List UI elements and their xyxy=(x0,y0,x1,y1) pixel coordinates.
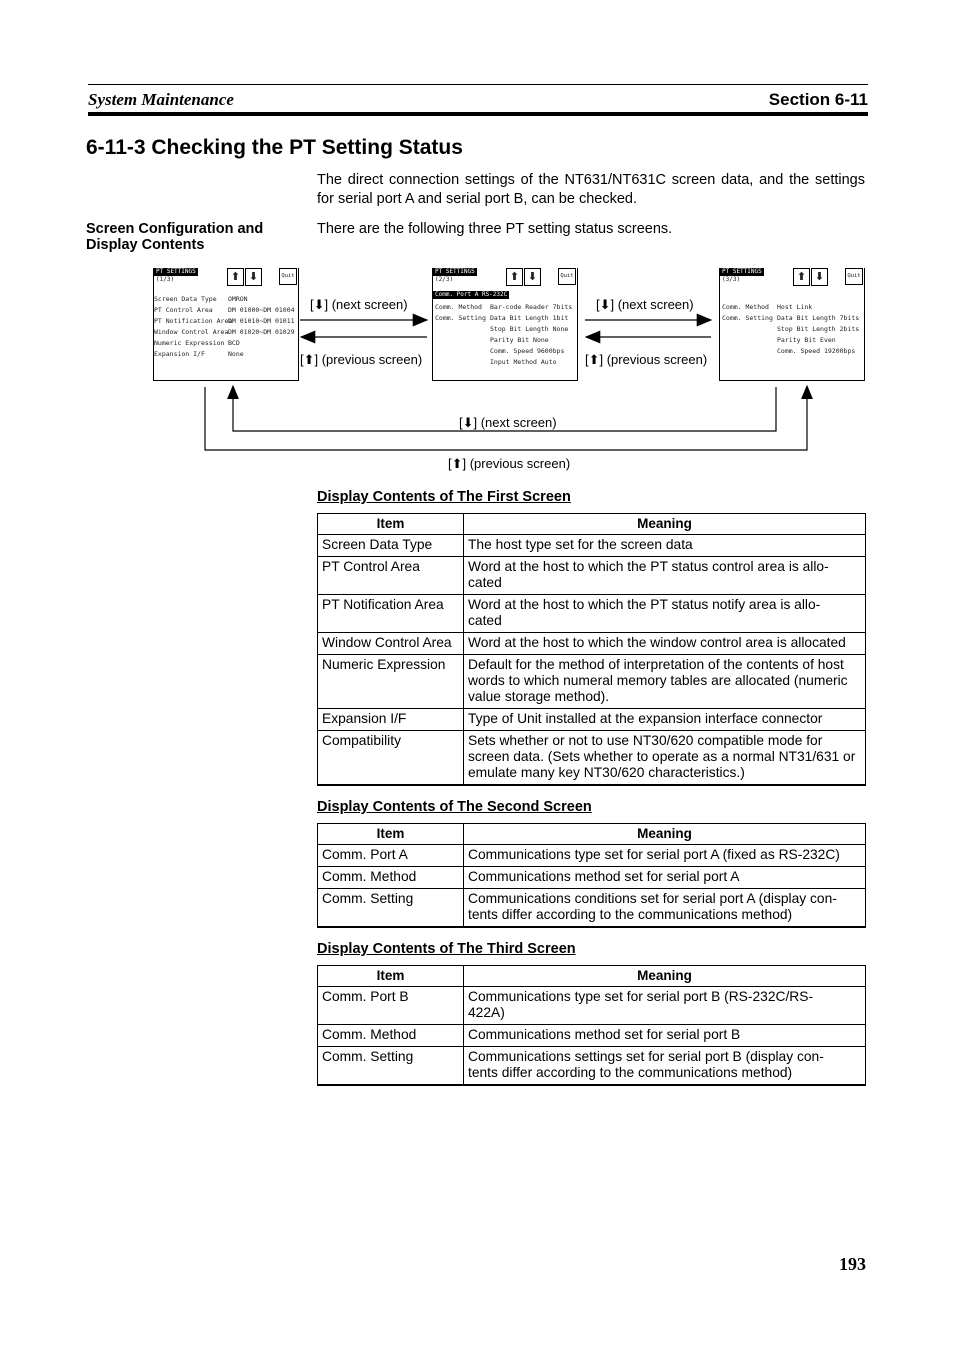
item-cell: PT Control Area xyxy=(318,557,464,595)
screen-page: (2/3) xyxy=(435,276,454,283)
setting-value: Host Link xyxy=(777,303,813,311)
navigation-arrows xyxy=(0,0,954,480)
table-heading: Display Contents of The Second Screen xyxy=(317,799,592,815)
quit-button: Quit xyxy=(279,268,297,285)
column-header: Item xyxy=(318,824,464,845)
intro-paragraph: The direct connection settings of the NT631/NT631C screen data, and the settings for serial port A and serial port B, can be checked. xyxy=(317,172,865,207)
next-screen-label: [⬇] (next screen) xyxy=(596,297,694,312)
item-cell: Comm. Port B xyxy=(318,987,464,1025)
setting-value: DM 01020~DM 01029 xyxy=(228,328,295,336)
table-row xyxy=(318,731,866,786)
item-cell: PT Notification Area xyxy=(318,595,464,633)
table-row xyxy=(318,557,866,595)
item-cell: Expansion I/F xyxy=(318,709,464,731)
meaning-cell: Communications type set for serial port A (fixed as RS-232C) xyxy=(464,845,866,867)
screen-page: (3/3) xyxy=(722,276,741,283)
table-row xyxy=(318,867,866,889)
table-row xyxy=(318,1025,866,1047)
setting-value: DM 01000~DM 01004 xyxy=(228,306,295,314)
screen-title: PT SETTINGS xyxy=(722,268,762,275)
setting-label: PT Notification Area xyxy=(154,317,233,325)
screen-title: PT SETTINGS xyxy=(156,268,196,275)
item-cell: Comm. Setting xyxy=(318,1047,464,1086)
setting-value: Comm. Speed 19200bps xyxy=(777,347,856,355)
setting-label: PT Control Area xyxy=(154,306,213,314)
table-row xyxy=(318,535,866,557)
meaning-cell: Communications type set for serial port B (RS-232C/RS- 422A) xyxy=(464,987,866,1025)
meaning-cell: The host type set for the screen data xyxy=(464,535,866,557)
previous-screen-label: [⬆] (previous screen) xyxy=(448,456,571,471)
setting-label: Window Control Area xyxy=(154,328,229,336)
page-number: 193 xyxy=(839,1254,866,1274)
setting-value: Parity Bit Even xyxy=(777,336,836,344)
side-heading: Screen Configuration and Display Contents xyxy=(86,221,264,253)
meaning-cell: Sets whether or not to use NT30/620 compatible mode for screen data. (Sets whether to operate as a normal NT31/631 or emulate many key NT30/620 characteristics.) xyxy=(464,731,866,786)
setting-value: OMRON xyxy=(228,295,248,303)
setting-value: DM 01010~DM 01011 xyxy=(228,317,295,325)
previous-screen-label: [⬆] (previous screen) xyxy=(300,352,423,367)
section-title: 6-11-3 Checking the PT Setting Status xyxy=(86,136,463,159)
item-cell: Screen Data Type xyxy=(318,535,464,557)
table-row xyxy=(318,595,866,633)
down-arrow-button: ⬇ xyxy=(811,268,828,286)
setting-label: Numeric Expression xyxy=(154,339,225,347)
setting-value: BCD xyxy=(228,339,240,347)
previous-screen-label: [⬆] (previous screen) xyxy=(585,352,708,367)
table-heading: Display Contents of The Third Screen xyxy=(317,941,576,957)
meaning-cell: Communications method set for serial port A xyxy=(464,867,866,889)
column-header: Meaning xyxy=(464,514,866,535)
up-arrow-button: ⬆ xyxy=(227,268,244,286)
meaning-cell: Communications settings set for serial port B (display con- tents differ according to the communications method) xyxy=(464,1047,866,1086)
up-arrow-button: ⬆ xyxy=(506,268,523,286)
setting-value: Bar-code Reader 7bits xyxy=(490,303,573,311)
table-row xyxy=(318,987,866,1025)
setting-label: Expansion I/F xyxy=(154,350,205,358)
setting-value: Data Bit Length 7bits xyxy=(777,314,860,322)
second-screen-table xyxy=(317,823,866,928)
meaning-cell: Default for the method of interpretation of the contents of host words to which numeral memory tables are allocated (numeric value storage method). xyxy=(464,655,866,709)
table-heading: Display Contents of The First Screen xyxy=(317,489,571,505)
item-cell: Numeric Expression xyxy=(318,655,464,709)
meaning-cell: Word at the host to which the PT status notify area is allo- cated xyxy=(464,595,866,633)
down-arrow-button: ⬇ xyxy=(245,268,262,286)
screen-page: (1/3) xyxy=(156,276,175,283)
item-cell: Comm. Port A xyxy=(318,845,464,867)
running-header-right: Section 6-11 xyxy=(768,90,868,109)
column-header: Item xyxy=(318,514,464,535)
setting-value: Parity Bit None xyxy=(490,336,549,344)
table-row xyxy=(318,889,866,928)
setting-label: Comm. Setting xyxy=(435,314,486,322)
item-cell: Comm. Method xyxy=(318,867,464,889)
third-screen-table xyxy=(317,965,866,1086)
setting-value: Comm. Speed 9600bps xyxy=(490,347,565,355)
meaning-cell: Word at the host to which the PT status control area is allo- cated xyxy=(464,557,866,595)
setting-value: Stop Bit Length 2bits xyxy=(777,325,860,333)
setting-value: Data Bit Length 1bit xyxy=(490,314,569,322)
setting-label: Comm. Setting xyxy=(722,314,773,322)
meaning-cell: Word at the host to which the window control area is allocated xyxy=(464,633,866,655)
setting-value: Stop Bit Length None xyxy=(490,325,569,333)
next-screen-label: [⬇] (next screen) xyxy=(459,415,557,430)
setting-label: Comm. Method xyxy=(435,303,482,311)
meaning-cell: Type of Unit installed at the expansion interface connector xyxy=(464,709,866,731)
table-row xyxy=(318,845,866,867)
down-arrow-button: ⬇ xyxy=(524,268,541,286)
column-header: Meaning xyxy=(464,966,866,987)
table-row xyxy=(318,633,866,655)
item-cell: Comm. Setting xyxy=(318,889,464,928)
side-text: There are the following three PT setting status screens. xyxy=(317,221,673,237)
up-arrow-button: ⬆ xyxy=(793,268,810,286)
meaning-cell: Communications conditions set for serial port A (display con- tents differ according to the communications method) xyxy=(464,889,866,928)
meaning-cell: Communications method set for serial port B xyxy=(464,1025,866,1047)
screen-title: PT SETTINGS xyxy=(435,268,475,275)
setting-value: None xyxy=(228,350,244,358)
table-row xyxy=(318,709,866,731)
item-cell: Compatibility xyxy=(318,731,464,786)
column-header: Meaning xyxy=(464,824,866,845)
running-header-left: System Maintenance xyxy=(88,90,234,109)
quit-button: Quit xyxy=(845,268,863,285)
first-screen-table xyxy=(317,513,866,786)
next-screen-label: [⬇] (next screen) xyxy=(310,297,408,312)
table-row xyxy=(318,655,866,709)
item-cell: Comm. Method xyxy=(318,1025,464,1047)
quit-button: Quit xyxy=(558,268,576,285)
port-highlight: Comm. Port A RS-232C xyxy=(435,291,508,298)
setting-value: Input Method Auto xyxy=(490,358,557,366)
setting-label: Comm. Method xyxy=(722,303,769,311)
column-header: Item xyxy=(318,966,464,987)
table-row xyxy=(318,1047,866,1086)
item-cell: Window Control Area xyxy=(318,633,464,655)
setting-label: Screen Data Type xyxy=(154,295,217,303)
